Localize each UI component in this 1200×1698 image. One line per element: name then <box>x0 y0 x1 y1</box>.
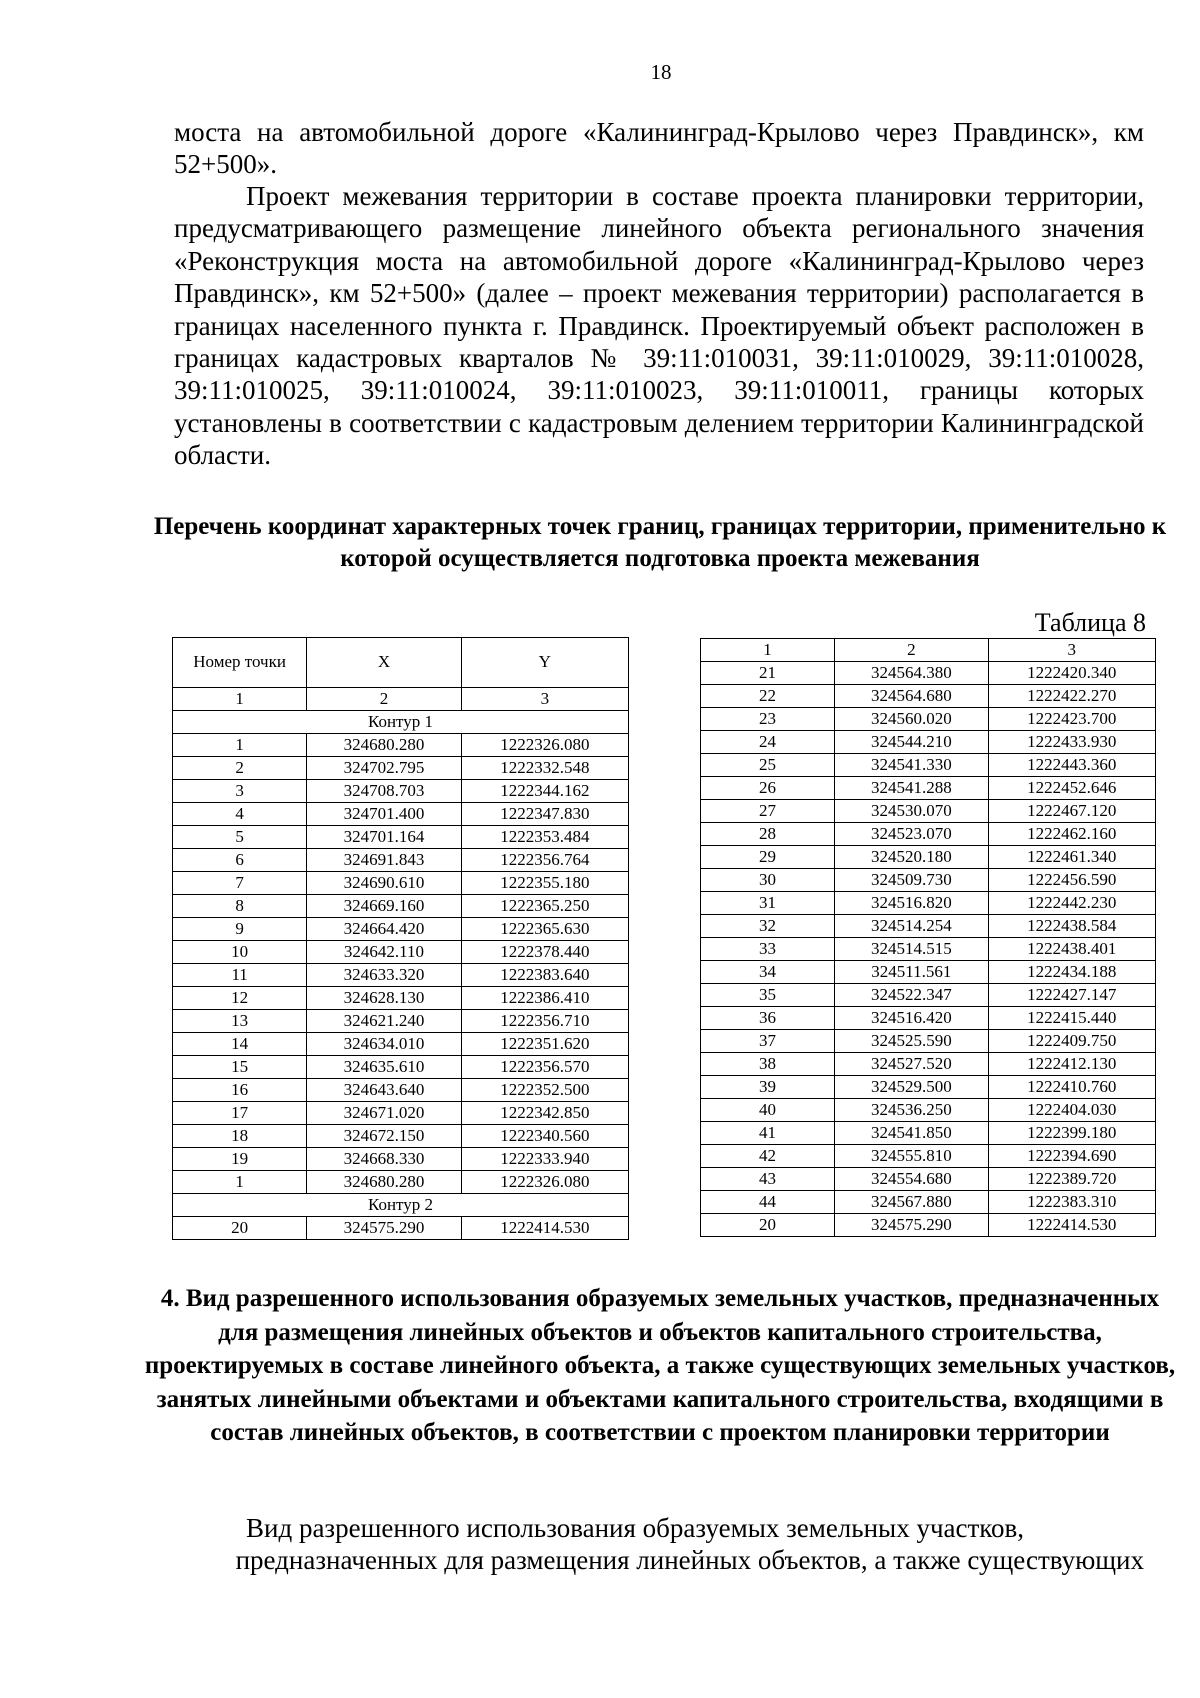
paragraph-line: Вид разрешенного использования образуемых земельных участков, <box>246 1513 1025 1543</box>
table-row <box>173 964 629 987</box>
table-row <box>173 1056 629 1079</box>
y-coordinate-cell: 1222342.850 <box>461 1102 628 1125</box>
column-number: 1 <box>701 639 835 662</box>
y-coordinate-cell: 1222340.560 <box>461 1125 628 1148</box>
point-number-cell: 19 <box>173 1148 307 1171</box>
x-coordinate-cell: 324680.280 <box>307 734 461 757</box>
y-coordinate-cell: 1222412.130 <box>988 1053 1155 1076</box>
point-number-cell: 3 <box>173 780 307 803</box>
point-number-cell: 36 <box>701 1007 835 1030</box>
x-coordinate-cell: 324671.020 <box>307 1102 461 1125</box>
table-row <box>701 1191 1156 1214</box>
y-coordinate-cell: 1222383.310 <box>988 1191 1155 1214</box>
x-coordinate-cell: 324555.810 <box>835 1145 988 1168</box>
y-coordinate-cell: 1222427.147 <box>988 984 1155 1007</box>
page-number: 18 <box>650 60 672 84</box>
x-coordinate-cell: 324567.880 <box>835 1191 988 1214</box>
y-coordinate-cell: 1222389.720 <box>988 1168 1155 1191</box>
y-coordinate-cell: 1222365.250 <box>461 895 628 918</box>
point-number-cell: 32 <box>701 915 835 938</box>
x-coordinate-cell: 324691.843 <box>307 849 461 872</box>
table-row <box>173 1171 629 1194</box>
y-coordinate-cell: 1222332.548 <box>461 757 628 780</box>
y-coordinate-cell: 1222399.180 <box>988 1122 1155 1145</box>
x-coordinate-cell: 324529.500 <box>835 1076 988 1099</box>
point-number-cell: 35 <box>701 984 835 1007</box>
x-coordinate-cell: 324668.330 <box>307 1148 461 1171</box>
x-coordinate-cell: 324509.730 <box>835 869 988 892</box>
y-coordinate-cell: 1222347.830 <box>461 803 628 826</box>
point-number-cell: 12 <box>173 987 307 1010</box>
table-row <box>173 872 629 895</box>
paragraph-permitted-use <box>174 1512 1144 1577</box>
x-coordinate-cell: 324541.288 <box>835 777 988 800</box>
coordinates-heading: Перечень координат характерных точек границ, границах территории, применительно к которой осуществляется подготовка проекта межевания <box>153 513 1167 572</box>
x-coordinate-cell: 324541.850 <box>835 1122 988 1145</box>
x-coordinate-cell: 324564.380 <box>835 662 988 685</box>
table-row <box>701 1076 1156 1099</box>
table-row <box>173 1217 629 1240</box>
table-row <box>701 1053 1156 1076</box>
y-coordinate-cell: 1222415.440 <box>988 1007 1155 1030</box>
y-coordinate-cell: 1222409.750 <box>988 1030 1155 1053</box>
y-coordinate-cell: 1222456.590 <box>988 869 1155 892</box>
table-row <box>701 938 1156 961</box>
paragraph-text: моста на автомобильной дороге «Калининград-Крылово через Правдинск», км 52+500». <box>174 117 1144 180</box>
contour-row <box>173 1194 629 1217</box>
x-coordinate-cell: 324642.110 <box>307 941 461 964</box>
point-number-cell: 29 <box>701 846 835 869</box>
header-x: X <box>307 638 461 688</box>
point-number-cell: 16 <box>173 1079 307 1102</box>
point-number-cell: 20 <box>701 1214 835 1237</box>
section-4-heading: 4. Вид разрешенного использования образуемых земельных участков, предназначенных для размещения линейных объектов и объектов капитального строительства, проектируемых в составе линейного объекта, а также существующих земельных участков, занятых линейными объектами и объектами капитального строительства, входящими в состав линейных объектов, в соответствии с проектом планировки территории <box>144 1285 1176 1446</box>
table-row <box>701 800 1156 823</box>
y-coordinate-cell: 1222434.188 <box>988 961 1155 984</box>
paragraph-text: Проект межевания территории в составе проекта планировки территории, предусматривающего размещение линейного объекта регионального значения «Реконструкция моста на автомобильной дороге «Калининград-Крылово через Правдинск», км 52+500» (далее – проект межевания территории) располагается в границах населенного пункта г. Правдинск. Проектируемый объект расположен в границах кадастровых кварталов № 39:11:010031, 39:11:010029, 39:11:010028, 39:11:010025, 39:11:010024, 39:11:010023, 39:11:010011, границы которых установлены в соответствии с кадастровым делением территории Калининградской области. <box>174 181 1144 471</box>
point-number-cell: 27 <box>701 800 835 823</box>
column-number-row <box>701 639 1156 662</box>
x-coordinate-cell: 324664.420 <box>307 918 461 941</box>
point-number-cell: 26 <box>701 777 835 800</box>
point-number-cell: 8 <box>173 895 307 918</box>
y-coordinate-cell: 1222438.584 <box>988 915 1155 938</box>
table-row <box>701 961 1156 984</box>
x-coordinate-cell: 324516.420 <box>835 1007 988 1030</box>
x-coordinate-cell: 324701.400 <box>307 803 461 826</box>
y-coordinate-cell: 1222410.760 <box>988 1076 1155 1099</box>
table-row <box>701 1145 1156 1168</box>
header-y: Y <box>461 638 628 688</box>
column-number: 2 <box>835 639 988 662</box>
point-number-cell: 14 <box>173 1033 307 1056</box>
x-coordinate-cell: 324708.703 <box>307 780 461 803</box>
y-coordinate-cell: 1222326.080 <box>461 1171 628 1194</box>
point-number-cell: 15 <box>173 1056 307 1079</box>
y-coordinate-cell: 1222443.360 <box>988 754 1155 777</box>
point-number-cell: 23 <box>701 708 835 731</box>
point-number-cell: 2 <box>173 757 307 780</box>
table-row <box>173 987 629 1010</box>
point-number-cell: 6 <box>173 849 307 872</box>
y-coordinate-cell: 1222356.764 <box>461 849 628 872</box>
point-number-cell: 40 <box>701 1099 835 1122</box>
table-row <box>173 849 629 872</box>
point-number-cell: 33 <box>701 938 835 961</box>
column-number: 3 <box>988 639 1155 662</box>
point-number-cell: 7 <box>173 872 307 895</box>
table-row <box>701 1168 1156 1191</box>
x-coordinate-cell: 324560.020 <box>835 708 988 731</box>
table-row <box>173 1079 629 1102</box>
table-row <box>701 1030 1156 1053</box>
x-coordinate-cell: 324643.640 <box>307 1079 461 1102</box>
y-coordinate-cell: 1222351.620 <box>461 1033 628 1056</box>
y-coordinate-cell: 1222414.530 <box>461 1217 628 1240</box>
table-row <box>701 1122 1156 1145</box>
column-number: 3 <box>461 688 628 711</box>
point-number-cell: 9 <box>173 918 307 941</box>
paragraph-project-description <box>174 180 1144 472</box>
table-row <box>173 826 629 849</box>
x-coordinate-cell: 324522.347 <box>835 984 988 1007</box>
point-number-cell: 11 <box>173 964 307 987</box>
point-number-cell: 43 <box>701 1168 835 1191</box>
table-row <box>701 1099 1156 1122</box>
point-number-cell: 44 <box>701 1191 835 1214</box>
x-coordinate-cell: 324554.680 <box>835 1168 988 1191</box>
x-coordinate-cell: 324633.320 <box>307 964 461 987</box>
x-coordinate-cell: 324575.290 <box>835 1214 988 1237</box>
x-coordinate-cell: 324530.070 <box>835 800 988 823</box>
point-number-cell: 25 <box>701 754 835 777</box>
x-coordinate-cell: 324702.795 <box>307 757 461 780</box>
table-row <box>701 731 1156 754</box>
table-row <box>701 662 1156 685</box>
point-number-cell: 41 <box>701 1122 835 1145</box>
header-point-number: Номер точки <box>173 638 307 688</box>
y-coordinate-cell: 1222422.270 <box>988 685 1155 708</box>
y-coordinate-cell: 1222365.630 <box>461 918 628 941</box>
table-row <box>701 708 1156 731</box>
point-number-cell: 1 <box>173 734 307 757</box>
y-coordinate-cell: 1222394.690 <box>988 1145 1155 1168</box>
x-coordinate-cell: 324672.150 <box>307 1125 461 1148</box>
y-coordinate-cell: 1222333.940 <box>461 1148 628 1171</box>
point-number-cell: 34 <box>701 961 835 984</box>
x-coordinate-cell: 324511.561 <box>835 961 988 984</box>
table-row <box>173 757 629 780</box>
y-coordinate-cell: 1222326.080 <box>461 734 628 757</box>
y-coordinate-cell: 1222383.640 <box>461 964 628 987</box>
table-row <box>701 892 1156 915</box>
point-number-cell: 1 <box>173 1171 307 1194</box>
table-row <box>701 685 1156 708</box>
x-coordinate-cell: 324628.130 <box>307 987 461 1010</box>
coordinates-table-right <box>700 638 1156 1237</box>
x-coordinate-cell: 324520.180 <box>835 846 988 869</box>
x-coordinate-cell: 324516.820 <box>835 892 988 915</box>
y-coordinate-cell: 1222414.530 <box>988 1214 1155 1237</box>
table-row <box>701 984 1156 1007</box>
x-coordinate-cell: 324514.254 <box>835 915 988 938</box>
y-coordinate-cell: 1222404.030 <box>988 1099 1155 1122</box>
x-coordinate-cell: 324669.160 <box>307 895 461 918</box>
x-coordinate-cell: 324575.290 <box>307 1217 461 1240</box>
y-coordinate-cell: 1222467.120 <box>988 800 1155 823</box>
contour-row <box>173 711 629 734</box>
table-row <box>173 734 629 757</box>
point-number-cell: 13 <box>173 1010 307 1033</box>
table-row <box>173 895 629 918</box>
x-coordinate-cell: 324536.250 <box>835 1099 988 1122</box>
y-coordinate-cell: 1222344.162 <box>461 780 628 803</box>
x-coordinate-cell: 324541.330 <box>835 754 988 777</box>
point-number-cell: 20 <box>173 1217 307 1240</box>
column-number: 1 <box>173 688 307 711</box>
x-coordinate-cell: 324525.590 <box>835 1030 988 1053</box>
point-number-cell: 5 <box>173 826 307 849</box>
table-row <box>173 803 629 826</box>
y-coordinate-cell: 1222386.410 <box>461 987 628 1010</box>
table-caption: Таблица 8 <box>1034 608 1146 637</box>
point-number-cell: 22 <box>701 685 835 708</box>
table-header-row <box>173 638 629 688</box>
x-coordinate-cell: 324514.515 <box>835 938 988 961</box>
table-row <box>701 869 1156 892</box>
x-coordinate-cell: 324701.164 <box>307 826 461 849</box>
table-row <box>701 1007 1156 1030</box>
point-number-cell: 39 <box>701 1076 835 1099</box>
point-number-cell: 28 <box>701 823 835 846</box>
table-row <box>701 823 1156 846</box>
column-number: 2 <box>307 688 461 711</box>
table-row <box>173 1102 629 1125</box>
table-row <box>701 846 1156 869</box>
x-coordinate-cell: 324635.610 <box>307 1056 461 1079</box>
x-coordinate-cell: 324564.680 <box>835 685 988 708</box>
table-row <box>173 941 629 964</box>
x-coordinate-cell: 324621.240 <box>307 1010 461 1033</box>
table-row <box>173 918 629 941</box>
contour-label: Контур 1 <box>173 711 629 734</box>
y-coordinate-cell: 1222423.700 <box>988 708 1155 731</box>
point-number-cell: 21 <box>701 662 835 685</box>
point-number-cell: 37 <box>701 1030 835 1053</box>
y-coordinate-cell: 1222452.646 <box>988 777 1155 800</box>
x-coordinate-cell: 324634.010 <box>307 1033 461 1056</box>
paragraph-continued <box>174 116 1144 181</box>
point-number-cell: 17 <box>173 1102 307 1125</box>
y-coordinate-cell: 1222352.500 <box>461 1079 628 1102</box>
y-coordinate-cell: 1222356.570 <box>461 1056 628 1079</box>
table-row <box>701 754 1156 777</box>
table-row <box>173 1010 629 1033</box>
table-row <box>701 915 1156 938</box>
coordinates-table-left <box>172 637 629 1240</box>
y-coordinate-cell: 1222356.710 <box>461 1010 628 1033</box>
y-coordinate-cell: 1222442.230 <box>988 892 1155 915</box>
contour-label: Контур 2 <box>173 1194 629 1217</box>
y-coordinate-cell: 1222355.180 <box>461 872 628 895</box>
point-number-cell: 30 <box>701 869 835 892</box>
point-number-cell: 24 <box>701 731 835 754</box>
x-coordinate-cell: 324527.520 <box>835 1053 988 1076</box>
y-coordinate-cell: 1222353.484 <box>461 826 628 849</box>
y-coordinate-cell: 1222420.340 <box>988 662 1155 685</box>
table-row <box>173 780 629 803</box>
point-number-cell: 4 <box>173 803 307 826</box>
x-coordinate-cell: 324680.280 <box>307 1171 461 1194</box>
y-coordinate-cell: 1222461.340 <box>988 846 1155 869</box>
table-row <box>173 1148 629 1171</box>
y-coordinate-cell: 1222462.160 <box>988 823 1155 846</box>
y-coordinate-cell: 1222378.440 <box>461 941 628 964</box>
x-coordinate-cell: 324544.210 <box>835 731 988 754</box>
x-coordinate-cell: 324690.610 <box>307 872 461 895</box>
column-number-row <box>173 688 629 711</box>
point-number-cell: 18 <box>173 1125 307 1148</box>
table-row <box>701 1214 1156 1237</box>
point-number-cell: 42 <box>701 1145 835 1168</box>
table-row <box>701 777 1156 800</box>
table-row <box>173 1125 629 1148</box>
table-row <box>173 1033 629 1056</box>
y-coordinate-cell: 1222438.401 <box>988 938 1155 961</box>
point-number-cell: 38 <box>701 1053 835 1076</box>
x-coordinate-cell: 324523.070 <box>835 823 988 846</box>
point-number-cell: 10 <box>173 941 307 964</box>
point-number-cell: 31 <box>701 892 835 915</box>
paragraph-line: предназначенных для размещения линейных объектов, а также существующих <box>235 1545 1144 1576</box>
y-coordinate-cell: 1222433.930 <box>988 731 1155 754</box>
